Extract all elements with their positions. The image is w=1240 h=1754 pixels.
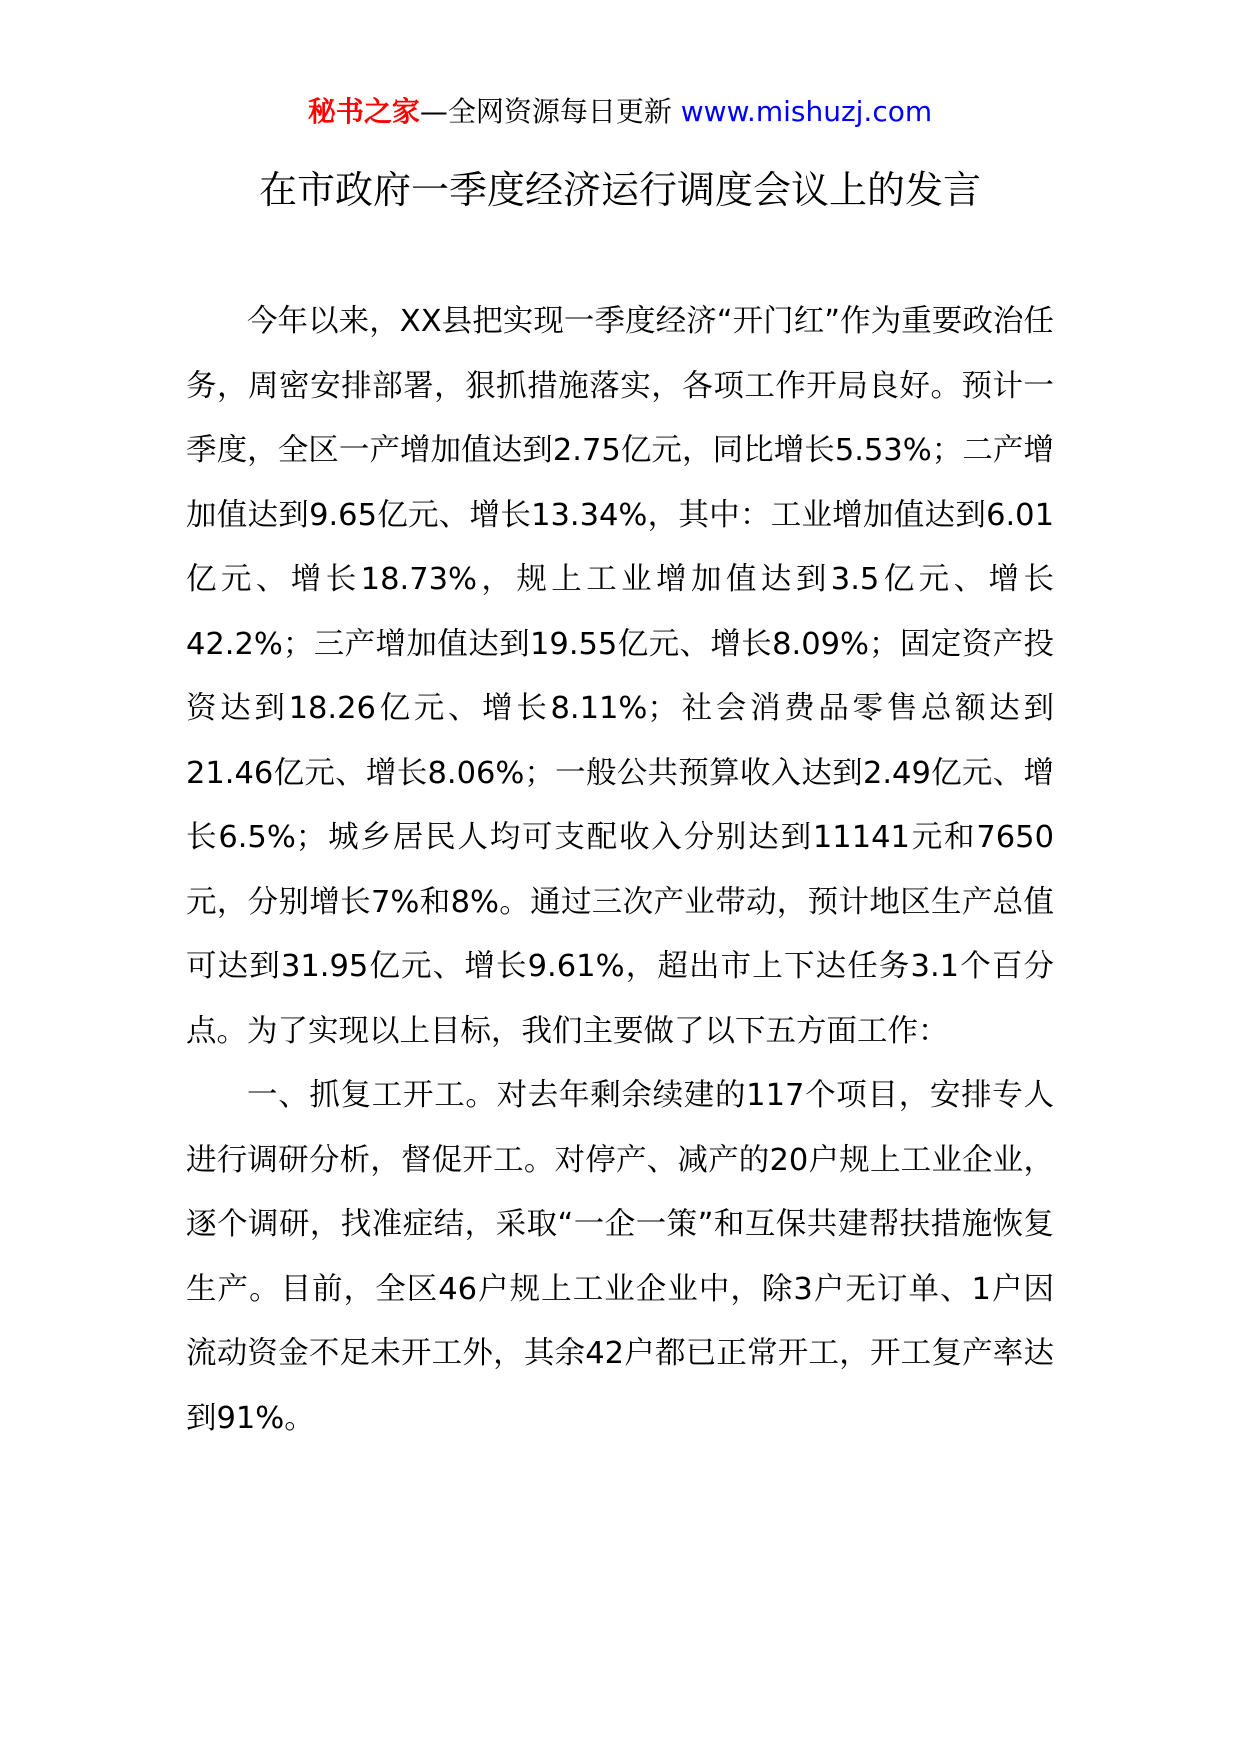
document-title: 在市政府一季度经济运行调度会议上的发言 xyxy=(258,168,981,212)
site-tagline: —全网资源每日更新 xyxy=(419,95,681,128)
paragraph-intro: 今年以来，XX县把实现一季度经济“开门红”作为重要政治任务，周密安排部署，狠抓措施落实，各项工作开局良好。预计一季度，全区一产增加值达到2.75亿元，同比增长5.53%；二产增加值达到9.65亿元、增长13.34%，其中：工业增加值达到6.01亿元、增长18.73%，规上工业增加值达到3.5亿元、增长42.2%；三产增加值达到19.55亿元、增长8.09%；固定资产投资达到18.26亿元、增长8.11%；社会消费品零售总额达到21.46亿元、增长8.06%；一般公共预算收入达到2.49亿元、增长6.5%；城乡居民人均可支配收入分别达到11141元和7650元，分别增长7%和8%。通过三次产业带动，预计地区生产总值可达到31.95亿元、增长9.61%，超出市上下达任务3.1个百分点。为了实现以上目标，我们主要做了以下五方面工作： xyxy=(186,304,1054,1049)
site-brand: 秘书之家 xyxy=(307,95,420,128)
document-body xyxy=(186,290,1054,1451)
site-header xyxy=(0,92,1240,132)
site-url-link[interactable]: www.mishuzj.com xyxy=(680,95,933,128)
paragraph-section-1: 一、抓复工开工。对去年剩余续建的117个项目，安排专人进行调研分析，督促开工。对停产、减产的20户规上工业企业，逐个调研，找准症结，采取“一企一策”和互保共建帮扶措施恢复生产。目前，全区46户规上工业企业中，除3户无订单、1户因流动资金不足未开工外，其余42户都已正常开工，开工复产率达到91%。 xyxy=(186,1078,1054,1436)
